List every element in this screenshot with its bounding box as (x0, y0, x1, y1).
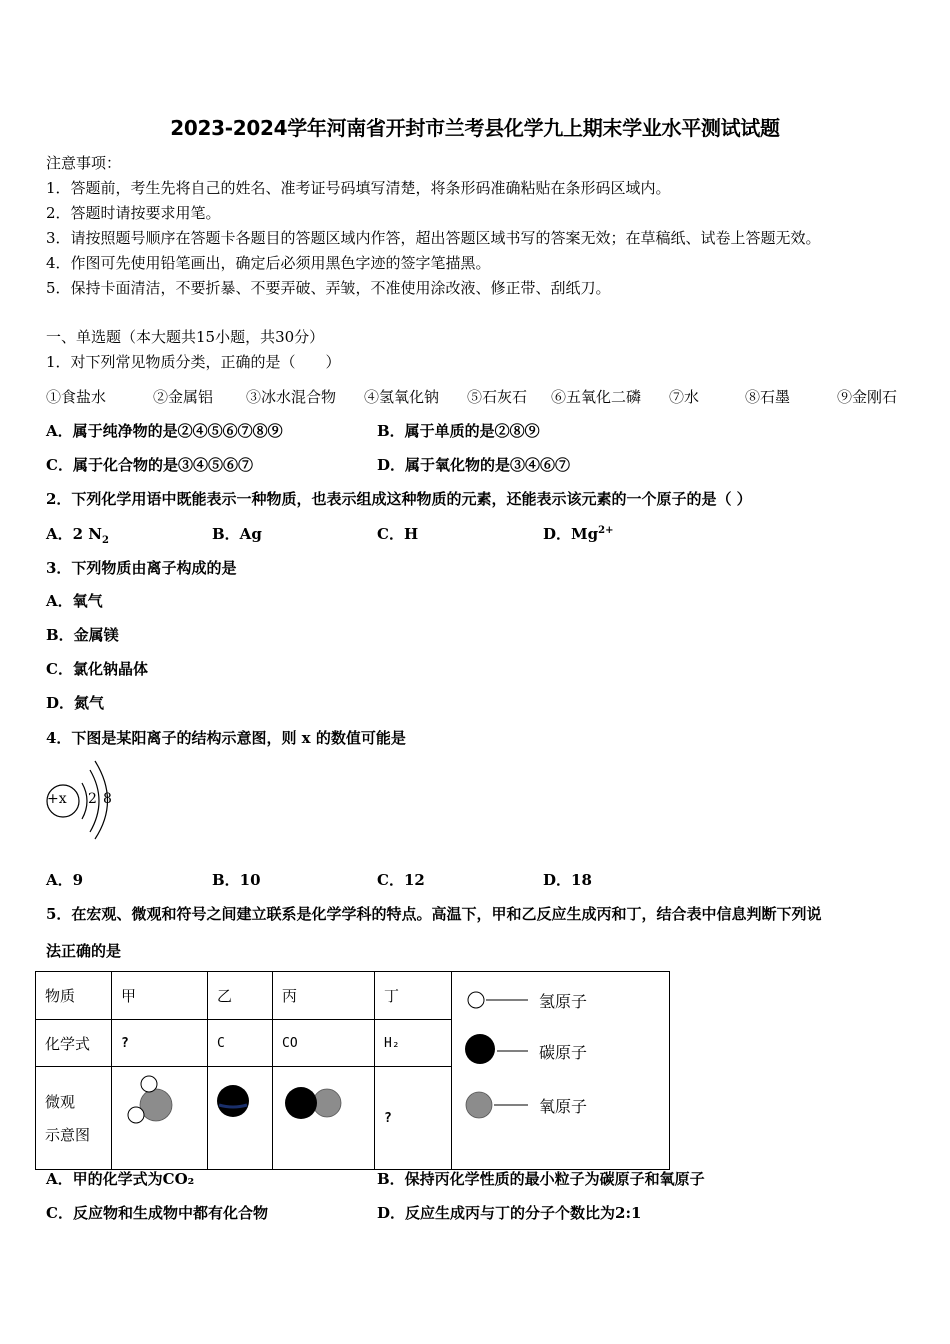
q3-stem: 3．下列物质由离子构成的是 (46, 559, 237, 577)
formula-yi: C (208, 1020, 273, 1067)
q2-option-b[interactable]: B．Ag (212, 525, 262, 543)
q1-substance-9: ⑨金刚石 (837, 388, 898, 406)
row-label-micro-line1: 微观 (45, 1093, 76, 1111)
q1-substance-6: ⑥五氧化二磷 (551, 388, 642, 406)
q3-option-b[interactable]: B．金属镁 (46, 626, 119, 644)
row-label-formula: 化学式 (36, 1020, 112, 1067)
micro-yi (208, 1067, 273, 1170)
q1-substance-2: ②金属铝 (153, 388, 214, 406)
q3-option-d[interactable]: D．氮气 (46, 694, 105, 712)
q5-stem-line2: 法正确的是 (46, 942, 122, 960)
q1-option-c[interactable]: C．属于化合物的是③④⑤⑥⑦ (46, 456, 253, 474)
q5-option-b[interactable]: B．保持丙化学性质的最小粒子为碳原子和氧原子 (377, 1170, 705, 1188)
jia-oxygen-atom (140, 1089, 172, 1121)
q5-option-a[interactable]: A．甲的化学式为CO₂ (46, 1170, 195, 1188)
q4-option-d[interactable]: D．18 (543, 871, 592, 889)
q1-option-d[interactable]: D．属于氧化物的是③④⑥⑦ (377, 456, 571, 474)
legend-oxygen-atom-icon (466, 1092, 492, 1118)
notice-item-4: 4．作图可先使用铅笔画出，确定后必须用黑色字迹的签字笔描黑。 (46, 254, 491, 272)
ion-structure-diagram (40, 758, 120, 840)
legend-hydrogen-label: 氢原子 (539, 992, 588, 1011)
micro-bing (273, 1067, 375, 1170)
q5-option-d[interactable]: D．反应生成丙与丁的分子个数比为2:1 (377, 1204, 642, 1222)
col-bing: 丙 (273, 972, 375, 1020)
q5-table (35, 971, 670, 1170)
q4-option-c[interactable]: C．12 (377, 871, 425, 889)
q2-option-a[interactable] (46, 523, 109, 546)
micro-jia-svg (112, 1067, 208, 1165)
bing-oxygen-atom (313, 1089, 341, 1117)
q1-substance-3: ③冰水混合物 (246, 388, 337, 406)
jia-hydrogen-atom-2 (128, 1107, 144, 1123)
q1-option-a[interactable]: A．属于纯净物的是②④⑤⑥⑦⑧⑨ (46, 422, 283, 440)
row-label-micro (36, 1067, 112, 1170)
micro-ding: ? (375, 1067, 452, 1170)
jia-hydrogen-atom-1 (141, 1076, 157, 1092)
notice-item-3: 3．请按照题号顺序在答题卡各题目的答题区域内作答，超出答题区域书写的答案无效；在草稿纸、试卷上答题无效。 (46, 229, 821, 247)
q4-option-a[interactable]: A．9 (46, 871, 84, 889)
q1-stem: 1．对下列常见物质分类，正确的是（ ） (46, 353, 341, 371)
shell-1-electrons: 2 (88, 791, 97, 807)
micro-jia (112, 1067, 208, 1170)
page-title: 2023-2024学年河南省开封市兰考县化学九上期末学业水平测试试题 (170, 116, 780, 140)
q1-substance-1: ①食盐水 (46, 388, 107, 406)
shell-arc-1 (82, 783, 87, 819)
legend-cell (452, 972, 670, 1170)
col-ding: 丁 (375, 972, 452, 1020)
q5-stem-line1: 5．在宏观、微观和符号之间建立联系是化学学科的特点。高温下，甲和乙反应生成丙和丁，结合表中信息判断下列说 (46, 905, 822, 923)
q1-option-b[interactable]: B．属于单质的是②⑧⑨ (377, 422, 540, 440)
shell-2-electrons: 8 (103, 791, 112, 807)
q4-option-b[interactable]: B．10 (212, 871, 261, 889)
formula-ding: H₂ (375, 1020, 452, 1067)
row-label-micro-line2: 示意图 (45, 1126, 91, 1144)
formula-jia: ? (112, 1020, 208, 1067)
q1-substance-5: ⑤石灰石 (467, 388, 528, 406)
q2-option-a-text: A．2 N (46, 525, 103, 543)
col-jia: 甲 (112, 972, 208, 1020)
q2-option-d-sup: 2+ (598, 525, 614, 536)
row-label-substance: 物质 (36, 972, 112, 1020)
q1-substance-7: ⑦水 (669, 388, 700, 406)
legend-carbon-label: 碳原子 (539, 1043, 588, 1062)
formula-bing: CO (273, 1020, 375, 1067)
notice-item-1: 1．答题前，考生先将自己的姓名、准考证号码填写清楚，将条形码准确粘贴在条形码区域内。 (46, 179, 671, 197)
q1-substance-8: ⑧石墨 (745, 388, 791, 406)
notice-heading: 注意事项： (46, 154, 122, 172)
micro-yi-svg (208, 1067, 273, 1165)
q2-option-d-text: D．Mg (543, 525, 599, 543)
bing-carbon-atom (285, 1087, 317, 1119)
q1-substance-4: ④氢氧化钠 (364, 388, 440, 406)
section-heading: 一、单选题（本大题共15小题，共30分） (46, 328, 325, 346)
q3-option-c[interactable]: C．氯化钠晶体 (46, 660, 148, 678)
q5-option-c[interactable]: C．反应物和生成物中都有化合物 (46, 1204, 268, 1222)
legend-hydrogen-atom-icon (468, 992, 484, 1008)
table-row-substance (36, 972, 670, 1020)
q2-stem: 2．下列化学用语中既能表示一种物质，也表示组成这种物质的元素，还能表示该元素的一个原子的是（ ） (46, 490, 752, 508)
legend-carbon-atom-icon (465, 1034, 495, 1064)
notice-item-5: 5．保持卡面清洁，不要折暴、不要弄破、弄皱，不准使用涂改液、修正带、刮纸刀。 (46, 279, 611, 297)
notice-item-2: 2．答题时请按要求用笔。 (46, 204, 221, 222)
yi-carbon-atom (217, 1085, 249, 1117)
q2-option-a-sub: 2 (102, 535, 109, 546)
q3-option-a[interactable]: A．氧气 (46, 592, 103, 610)
nucleus-label: +x (47, 791, 67, 807)
col-yi: 乙 (208, 972, 273, 1020)
q2-option-c[interactable]: C．H (377, 525, 419, 543)
legend-oxygen-label: 氧原子 (539, 1097, 588, 1116)
micro-bing-svg (273, 1067, 375, 1165)
q4-stem: 4．下图是某阳离子的结构示意图，则 x 的数值可能是 (46, 729, 406, 747)
q2-option-d[interactable] (543, 523, 613, 544)
